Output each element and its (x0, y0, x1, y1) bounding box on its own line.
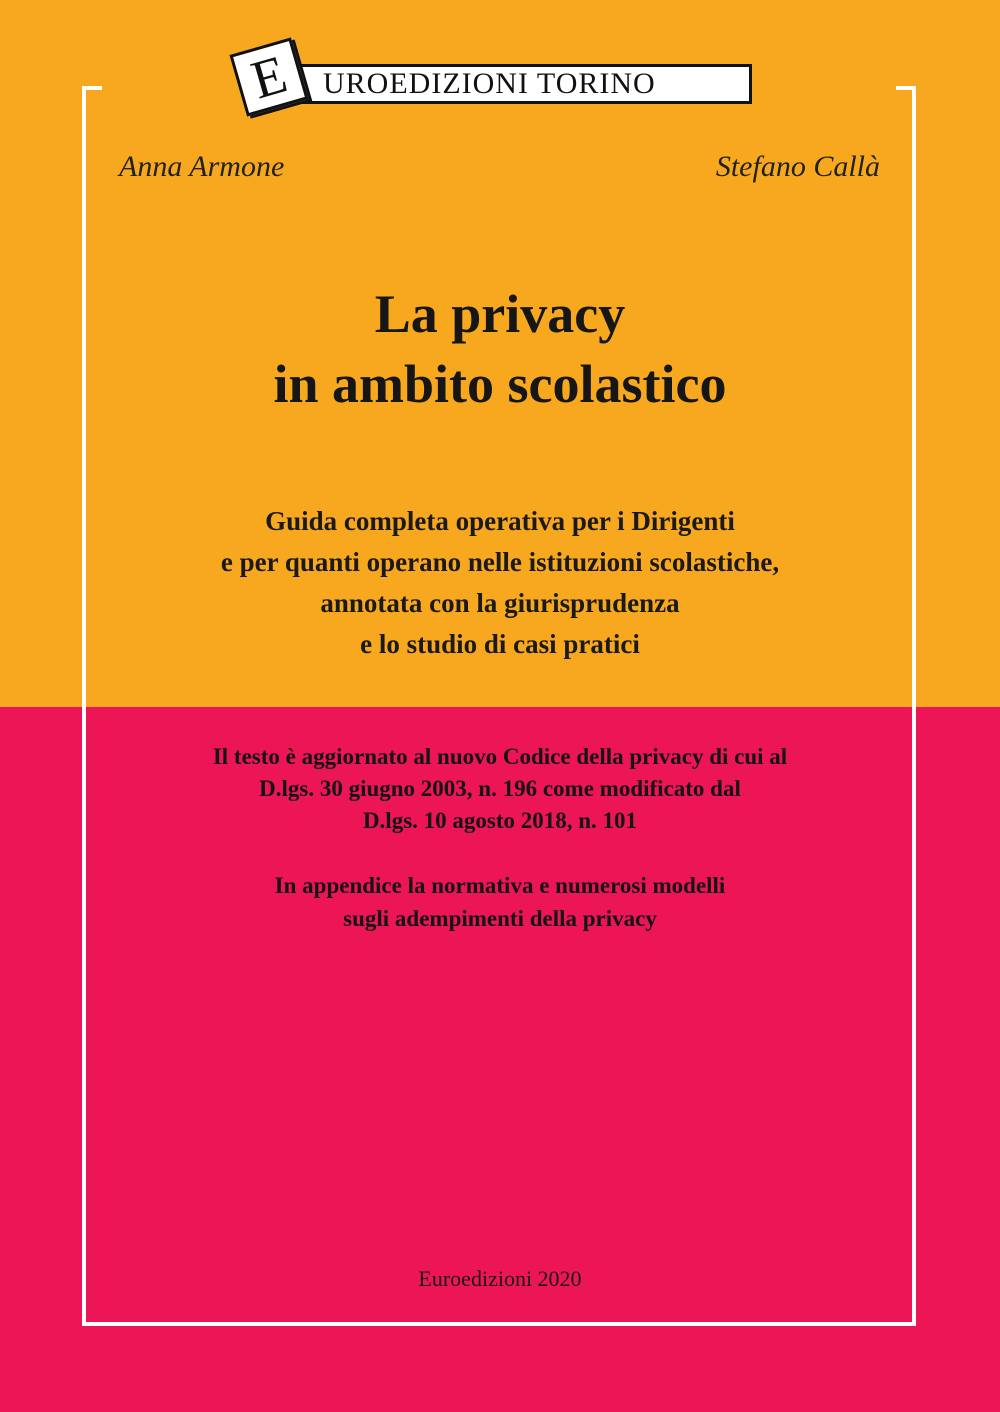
author-left: Anna Armone (119, 150, 285, 183)
title-line-2: in ambito scolastico (273, 354, 727, 414)
subtitle-line: e lo studio di casi pratici (360, 629, 640, 659)
subtitle-line: Guida completa operativa per i Dirigenti (265, 506, 735, 536)
footer-publisher-year: Euroedizioni 2020 (418, 1266, 582, 1291)
title-line-1: La privacy (374, 284, 626, 344)
subtitle-line: e per quanti operano nelle istituzioni scolastiche, (220, 547, 780, 577)
author-right: Stefano Callà (715, 150, 880, 183)
note-line: sugli adempimenti della privacy (343, 906, 657, 931)
subtitle-line: annotata con la giurisprudenza (320, 588, 680, 618)
note-line: In appendice la normativa e numerosi modelli (274, 873, 726, 898)
publisher-initial: E (244, 43, 294, 111)
note-line: D.lgs. 30 giugno 2003, n. 196 come modificato dal (259, 776, 741, 801)
publisher-name: UROEDIZIONI TORINO (323, 67, 656, 100)
publisher-banner (280, 64, 752, 104)
note-line: D.lgs. 10 agosto 2018, n. 101 (362, 808, 638, 833)
note-line: Il testo è aggiornato al nuovo Codice della privacy di cui al (212, 744, 788, 769)
